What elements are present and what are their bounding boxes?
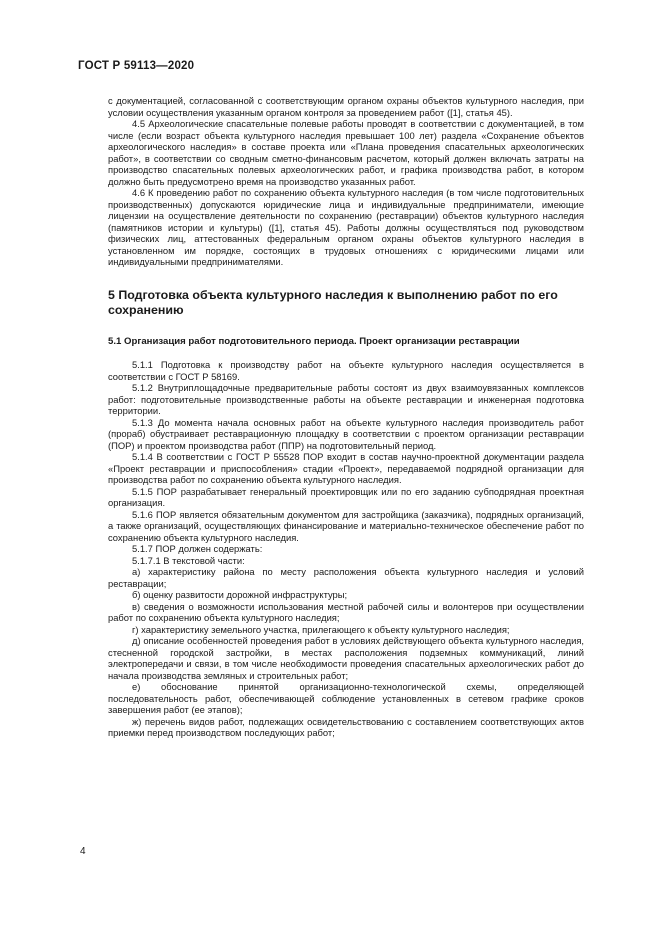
page-number: 4 [80,846,86,857]
paragraph-5-1-1: 5.1.1 Подготовка к производству работ на объекте культурного наследия осуществляется в соответствии с ГОСТ Р 58169. [108,359,584,382]
list-item-g: г) характеристику земельного участка, прилегающего к объекту культурного наследия; [132,623,510,635]
section-5-title: 5 Подготовка объекта культурного наследия к выполнению работ по его сохранению [108,287,558,317]
list-item-zh: ж) перечень видов работ, подлежащих освидетельствованию с составлением соответствующих актов приемки перед производством последующих работ; [108,715,584,738]
paragraph-5-1-7: 5.1.7 ПОР должен содержать: [132,543,263,554]
list-item-v: в) сведения о возможности использования местной рабочей силы и волонтеров при осуществлении работ по сохранению объекта культурного наследия; [108,600,584,623]
list-item-d: д) описание особенностей проведения работ в условиях действующего объекта культурного наследия, стесненной городской застройки, в местах расположения подземных коммуникаций, линий электропередачи и связи, в том числе необходимости проведения спасательных археологических работ до начала производства земляных и строительных работ; [108,635,584,681]
paragraph-continuation: с документацией, согласованной с соответствующим органом охраны объектов культурного наследия, при условии осуществления указанным органом контроля за проведением работ ([1], статья 45). [108,95,584,118]
paragraph-4-5: 4.5 Археологические спасательные полевые работы проводят в соответствии с документацией, в том числе (если возраст объекта культурного наследия превышает 100 лет) раздела «Сохранение объектов археологического наследия» в составе проекта или «Плана проведения спасательных археологических работ», в соответствии со сводным сметно-финансовым расчетом, который должен включать затраты на производство спасательных полевых археологических работ, и графика производства работ, в котором должно быть предусмотрено время на производство указанных работ. [108,118,584,187]
list-item-a: а) характеристику района по месту расположения объекта культурного наследия и условий реставрации; [108,566,584,589]
paragraph-4-6: 4.6 К проведению работ по сохранению объекта культурного наследия (в том числе подготовительных производственных) допускаются юридические лица и индивидуальные предприниматели, имеющие лицензии на осуществление деятельности по сохранению (реставрации) объектов культурного наследия (памятников истории и культуры) ([1], статья 45). Работы должны осуществляться под руководством физических лиц, аттестованных федеральным органом охраны объектов культурного наследия в установленном им порядке, состоящих в трудовых отношениях с юридическими лицами или индивидуальными предпринимателями. [108,187,584,267]
list-item-e: е) обоснование принятой организационно-технологической схемы, определяющей последовательность работ, обеспечивающей соблюдение установленных в сетевом графике сроков завершения работ (ее этапов); [108,681,584,715]
paragraph-5-1-2: 5.1.2 Внутриплощадочные предварительные работы состоят из двух взаимоувязанных комплексов работ: подготовительные производственные работы на объекте реставрации и инженерная подготовка территории. [108,382,584,416]
paragraph-5-1-6: 5.1.6 ПОР является обязательным документом для застройщика (заказчика), подрядных организаций, а также организаций, осуществляющих финансирование и материально-техническое обеспечение работ по сохранению объекта культурного наследия. [108,508,584,543]
standard-code-header: ГОСТ Р 59113—2020 [78,60,195,72]
list-item-b: б) оценку развитости дорожной инфраструктуры; [132,589,348,600]
subsection-5-1-title: 5.1 Организация работ подготовительного периода. Проект организации реставрации [108,335,520,347]
paragraph-5-1-4: 5.1.4 В соответствии с ГОСТ Р 55528 ПОР входит в состав научно-проектной документации раздела «Проект реставрации и приспособления» стадии «Проект», передаваемой подрядной организации для производства работ по сохранению объекта культурного наследия. [108,451,584,485]
paragraph-5-1-3: 5.1.3 До момента начала основных работ на объекте культурного наследия производитель работ (прораб) обустраивает реставрационную площадку в соответствии с проектом организации реставрации (ПОР) и проектом производства работ (ППР) на подготовительный период. [108,416,584,451]
paragraph-5-1-5: 5.1.5 ПОР разрабатывает генеральный проектировщик или по его заданию субподрядная проектная организация. [108,485,584,508]
paragraph-5-1-7-1: 5.1.7.1 В текстовой части: [132,554,245,566]
document-body [108,95,584,739]
